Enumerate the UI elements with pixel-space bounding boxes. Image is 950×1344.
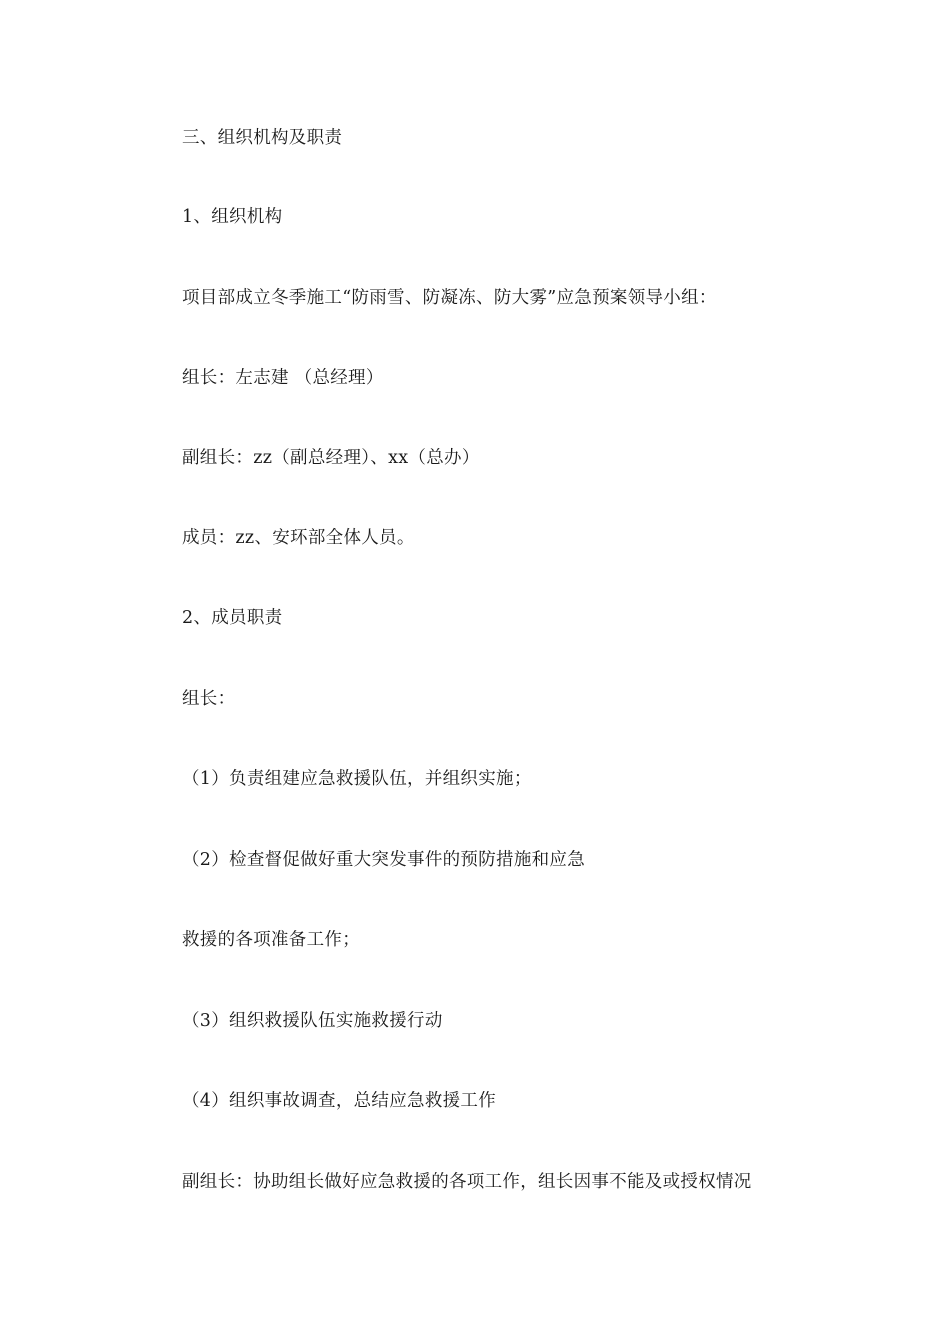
subsection-heading-organization: 1、组织机构 [182,207,283,227]
list-item-duty-1: （1）负责组建应急救援队伍，并组织实施； [182,769,532,789]
list-item-duty-3: （3）组织救援队伍实施救援行动 [182,1011,443,1031]
paragraph-members: 成员：zz、安环部全体人员。 [182,528,415,548]
subsection-heading-duties: 2、成员职责 [182,608,283,628]
list-item-duty-2: （2）检查督促做好重大突发事件的预防措施和应急 [182,850,586,870]
paragraph-deputy-duties: 副组长：协助组长做好应急救援的各项工作，组长因事不能及或授权情况 [182,1172,752,1192]
list-item-duty-2-continued: 救援的各项准备工作； [182,930,360,950]
paragraph-deputy-leader: 副组长：zz（副总经理）、xx（总办） [182,448,480,468]
section-heading: 三、组织机构及职责 [182,128,343,148]
paragraph-leadership-group: 项目部成立冬季施工“防雨雪、防凝冻、防大雾”应急预案领导小组： [182,288,717,308]
list-item-duty-4: （4）组织事故调查，总结应急救援工作 [182,1091,497,1111]
paragraph-leader-label: 组长： [182,689,236,709]
paragraph-group-leader: 组长：左志建 （总经理） [182,368,384,388]
